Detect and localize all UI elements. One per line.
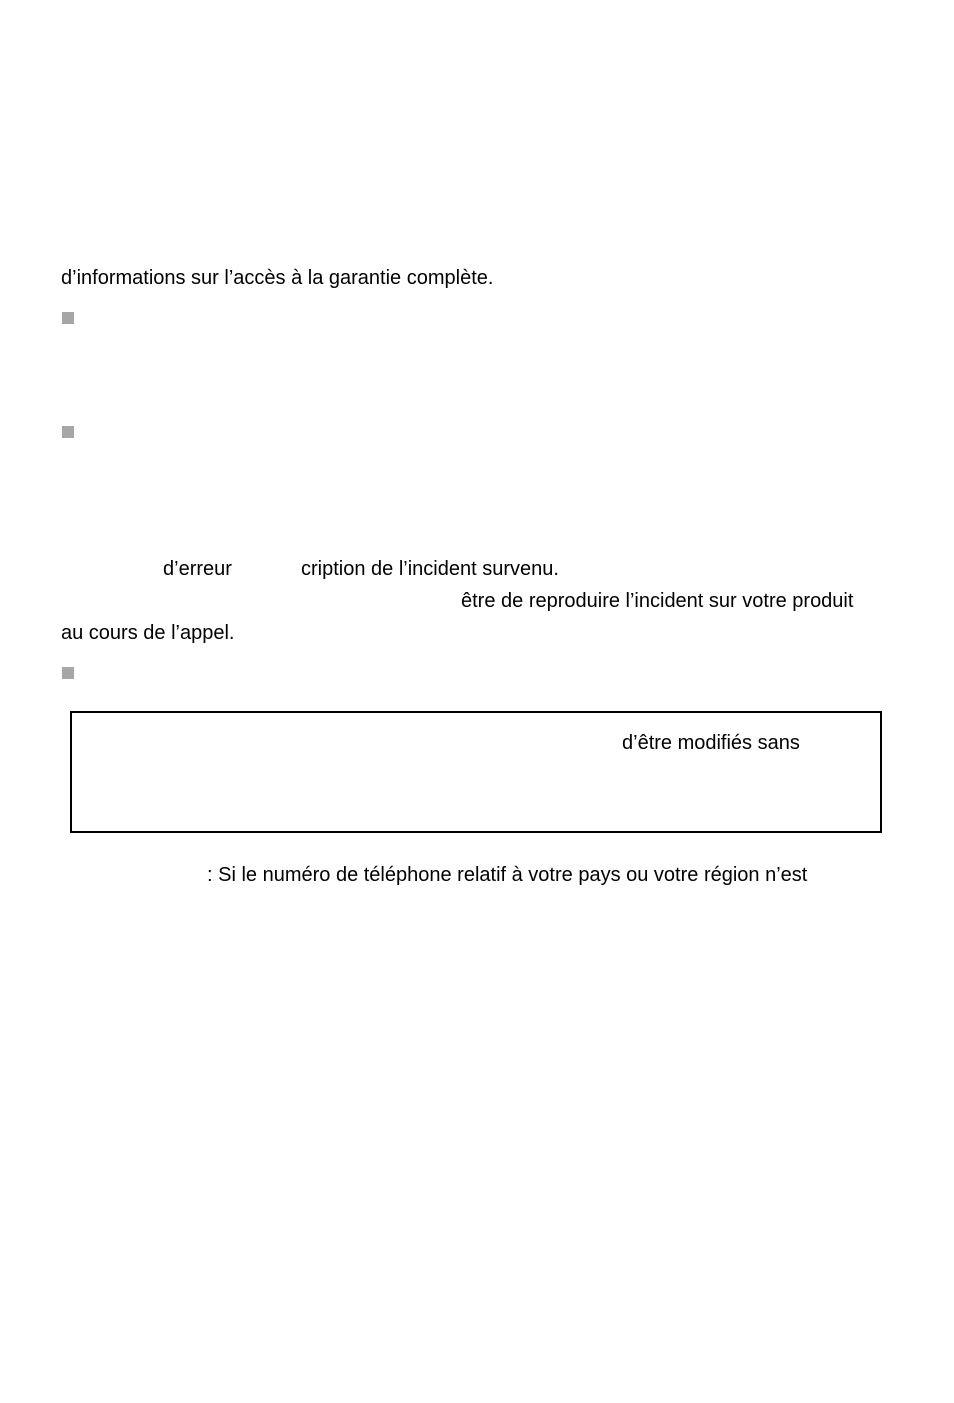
notice-box [70,711,882,833]
text-reproduire-incident: être de reproduire l’incident sur votre produit [461,590,854,612]
text-erreur: d’erreur [163,558,232,580]
notice-text: d’être modifiés sans [622,732,800,754]
square-bullet-icon [62,667,74,679]
text-description-incident: cription de l’incident survenu. [301,558,559,580]
text-cours-appel: au cours de l’appel. [61,622,235,644]
text-informations-garantie: d’informations sur l’accès à la garantie complète. [61,267,494,289]
square-bullet-icon [62,312,74,324]
square-bullet-icon [62,426,74,438]
text-numero-telephone: : Si le numéro de téléphone relatif à votre pays ou votre région n’est [207,864,808,886]
